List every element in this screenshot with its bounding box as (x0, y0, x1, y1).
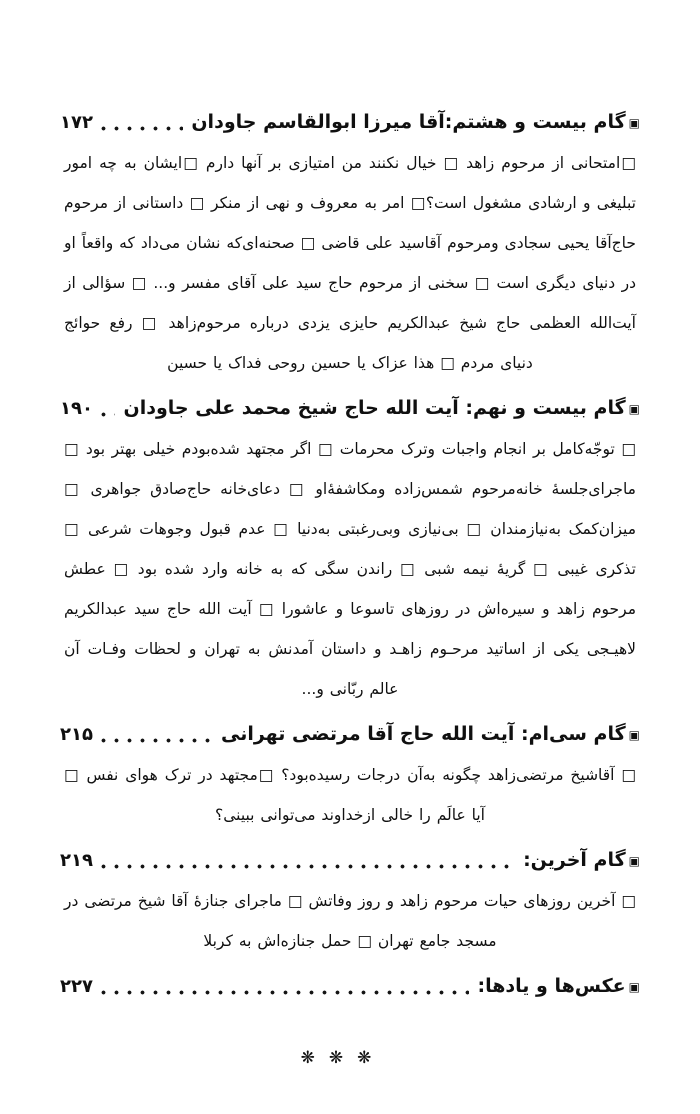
square-bullet-icon: ▣ (628, 115, 640, 130)
section-title: گام آخرین: (523, 849, 626, 871)
dotted-leader (101, 864, 515, 869)
square-bullet-icon: ▣ (628, 401, 640, 416)
section-page-number: ۲۱۵ (60, 724, 93, 745)
section-topics: □ آخرین روزهای حیات مرحوم زاهد و روز وفاتش □ ماجرای جنازهٔ آقا شیخ مرتضی در مسجد جامع تهران □ حمل جنازه‌اش به کربلا (64, 892, 636, 950)
section-topics: □ توجّه‌کامل بر انجام واجبات وترک محرمات □ اگر مجتهد شده‌بودم خیلی بهتر بود □ ماجرای‌جلسهٔ خانه‌مرحوم شمس‌زاده ومکاشفهٔ‌او □ دعای‌خانه حاج‌صادق جواهری □ میزان‌کمک به‌نیازمندان □ بی‌نیازی وبی‌رغبتی به‌دنیا □ عدم قبول وجوهات شرعی □ تذکری غیبی □ گریهٔ نیمه شبی □ راندن سگی که به خانه وارد شده بود □ عطش مرحوم زاهد و سیره‌اش در روزهای تاسوعا و عاشورا □ آیت الله حاج سید عبدالکریم لاهیـجی یکی از اساتید مرحـوم زاهـد و داستان آمدنش به تهران و لحظات وفـات آن عالم ربّانی و... (64, 440, 636, 698)
toc-heading (60, 107, 640, 138)
section-title: گام سی‌ام: آیت الله حاج آقا مرتضی تهرانی (220, 723, 626, 745)
dotted-leader (101, 126, 183, 131)
toc-section-photos (60, 971, 640, 1002)
section-page-number: ۱۷۲ (60, 112, 93, 133)
dotted-leader (101, 738, 213, 743)
section-topics: □امتحانی از مرحوم زاهد □ خیال نکنند من امتیازی بر آنها دارم □ایشان به چه امور تبلیغی و ارشادی مشغول است؟□ امر به معروف و نهی از منکر □ داستانی از مرحوم حاج‌آقا یحیی سجادی ومرحوم آقاسید علی قاضی □ صحنه‌ای‌که نشان می‌داد که واقعاً او در دنیای دیگری است □ سخنی از مرحوم حاج سید علی آقای مفسر و... □ سؤالی از آیت‌الله العظمی حاج شیخ عبدالکریم حایزی یزدی درباره مرحوم‌زاهد □ رفع حوائج دنیای مردم □ هذا عزاک یا حسین روحی فداک یا حسین (64, 154, 636, 372)
section-page-number: ۲۲۷ (60, 976, 93, 997)
square-bullet-icon: ▣ (628, 979, 640, 994)
dotted-leader (101, 412, 116, 417)
toc-heading (60, 393, 640, 424)
toc-heading (60, 719, 640, 750)
ornament-asterisks: ❋❋❋ (300, 1048, 386, 1068)
section-title: عکس‌ها و یادها: (477, 975, 626, 997)
toc-heading (60, 971, 640, 1002)
dotted-leader (101, 990, 470, 995)
section-page-number: ۱۹۰ (60, 398, 93, 419)
toc-section-final (60, 845, 640, 961)
section-title: گام بیست و هشتم:آقا میرزا ابوالقاسم جاودان (191, 111, 626, 133)
toc-section-29 (60, 393, 640, 709)
section-topics: □ آقاشیخ مرتضی‌زاهد چگونه به‌آن درجات رسیده‌بود؟ □مجتهد در ترک هوای نفس □ آیا عالَم را خالی ازخداوند می‌توانی ببینی؟ (64, 766, 636, 824)
toc-heading (60, 845, 640, 876)
square-bullet-icon: ▣ (628, 853, 640, 868)
section-title: گام بیست و نهم: آیت الله حاج شیخ محمد علی جاودان (123, 397, 626, 419)
square-bullet-icon: ▣ (628, 727, 640, 742)
toc-section-28 (60, 107, 640, 383)
toc-section-30 (60, 719, 640, 835)
section-page-number: ۲۱۹ (60, 850, 93, 871)
